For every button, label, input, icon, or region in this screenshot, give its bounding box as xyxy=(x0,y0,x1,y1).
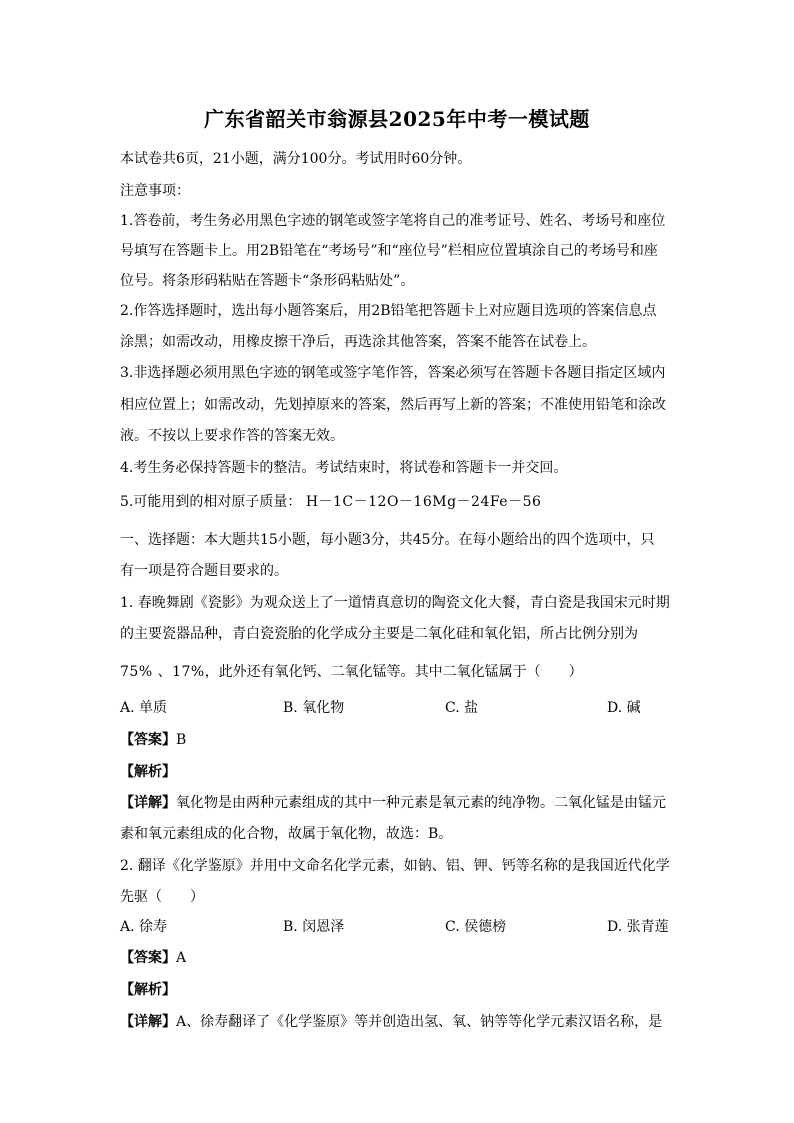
note2-line1: 2.作答选择题时，选出每小题答案后，用2B铅笔把答题卡上对应题目选项的答案信息点 xyxy=(120,303,657,319)
note5-line xyxy=(120,491,676,511)
q1-option-a: A. 单质 xyxy=(120,700,168,716)
note2-line2: 涂黑；如需改动，用橡皮擦干净后，再选涂其他答案，答案不能答在试卷上。 xyxy=(120,334,596,350)
q2-detail-line1 xyxy=(120,1011,676,1031)
intro-text: 本试卷共6页，21小题，满分100分。考试用时60分钟。 xyxy=(120,151,472,167)
note5-label: 5.可能用到的相对原子质量： xyxy=(120,494,302,510)
q1-percentages: 75% 、17% xyxy=(120,664,205,680)
q2-stem-line1: 2. 翻译《化学鉴原》并用中文命名化学元素，如钠、铝、钾、钙等名称的是我国近代化学 xyxy=(120,858,670,874)
q2-answer xyxy=(120,947,676,967)
section1-line2: 有一项是符合题目要求的。 xyxy=(120,563,288,579)
q1-stem-line1: 1. 春晚舞剧《瓷影》为观众送上了一道情真意切的陶瓷文化大餐，青白瓷是我国宋元时期 xyxy=(120,595,670,611)
note3-line1: 3.非选择题必须用黑色字迹的钢笔或签字笔作答，答案必须写在答题卡各题目指定区域内 xyxy=(120,365,666,381)
q1-answer-label: 【答案】 xyxy=(120,732,176,748)
q2-option-a: A. 徐寿 xyxy=(120,919,168,935)
note1-line1: 1.答卷前，考生务必用黑色字迹的钢笔或签字笔将自己的准考证号、姓名、考场号和座位 xyxy=(120,213,666,229)
q2-answer-value: A xyxy=(176,950,187,966)
q1-option-b: B. 氧化物 xyxy=(283,700,345,716)
q1-answer-value: B xyxy=(176,732,187,748)
q2-option-b: B. 闵恩泽 xyxy=(283,919,345,935)
q1-detail-line1 xyxy=(120,792,676,812)
note1-line2: 号填写在答题卡上。用2B铅笔在“考场号”和“座位号”栏相应位置填涂自己的考场号和座 xyxy=(120,243,658,259)
note3-line2: 相应位置上；如需改动，先划掉原来的答案，然后再写上新的答案；不准使用铅笔和涂改 xyxy=(120,397,666,413)
q1-stem-line2: 的主要瓷器品种，青白瓷瓷胎的化学成分主要是二氧化硅和氧化铝，所占比例分别为 xyxy=(120,626,638,642)
q1-detail-line2: 素和氧元素组成的化合物，故属于氧化物，故选：B。 xyxy=(120,826,453,842)
note1-line3: 位号。将条形码粘贴在答题卡“条形码粘贴处”。 xyxy=(120,273,415,289)
q2-detail-text: A、徐寿翻译了《化学鉴原》等并创造出氢、氧、钠等等化学元素汉语名称，是 xyxy=(176,1014,663,1030)
q2-stem-line2: 先驱（ ） xyxy=(120,889,204,905)
q1-detail-label: 【详解】 xyxy=(120,795,176,811)
note4-text: 4.考生务必保持答题卡的整洁。考试结束时，将试卷和答题卡一并交回。 xyxy=(120,460,568,476)
q2-analysis-label: 【解析】 xyxy=(120,982,176,998)
q2-option-c: C. 侯德榜 xyxy=(445,919,507,935)
q1-option-c: C. 盐 xyxy=(445,700,479,716)
page-title: 广东省韶关市翁源县2025年中考一模试题 xyxy=(204,107,590,131)
q2-option-d: D. 张青莲 xyxy=(607,919,669,935)
note3-line3: 液。不按以上要求作答的答案无效。 xyxy=(120,428,344,444)
q1-answer xyxy=(120,729,676,749)
atomic-mass-formula: H－1C－12O－16Mg－24Fe－56 xyxy=(305,494,542,510)
q1-option-d: D. 碱 xyxy=(607,700,641,716)
q1-stem-tail: ，此外还有氧化钙、二氧化锰等。其中二氧化锰属于（ ） xyxy=(204,664,583,680)
q1-analysis-label: 【解析】 xyxy=(120,764,176,780)
q2-detail-label: 【详解】 xyxy=(120,1014,176,1030)
section1-line1: 一、选择题：本大题共15小题，每小题3分，共45分。在每小题给出的四个选项中，只 xyxy=(120,532,655,548)
notes-heading: 注意事项： xyxy=(120,183,190,199)
q1-stem-line3 xyxy=(120,661,676,681)
q1-detail-text: 氧化物是由两种元素组成的其中一种元素是氧元素的纯净物。二氧化锰是由锰元 xyxy=(176,795,666,811)
q2-answer-label: 【答案】 xyxy=(120,950,176,966)
